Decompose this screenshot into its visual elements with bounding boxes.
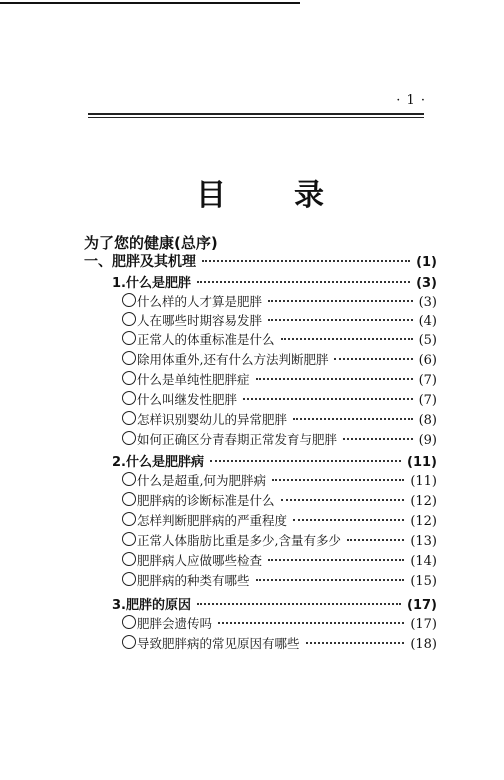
toc-item[interactable] xyxy=(122,370,437,392)
toc-page: (9) xyxy=(418,433,437,448)
circle-bullet-icon xyxy=(122,411,136,425)
dot-leader xyxy=(281,338,413,340)
toc-item[interactable] xyxy=(122,430,437,452)
toc-section[interactable] xyxy=(112,272,437,294)
toc-label: 人在哪些时期容易发胖 xyxy=(137,313,263,328)
toc-item[interactable] xyxy=(122,330,437,352)
circle-bullet-icon xyxy=(122,371,136,385)
dot-leader xyxy=(268,319,413,321)
toc-item[interactable] xyxy=(122,531,437,553)
toc-section[interactable] xyxy=(112,594,437,616)
circle-bullet-icon xyxy=(122,532,136,546)
toc-label: 为了您的健康(总序) xyxy=(84,234,218,252)
toc-item[interactable] xyxy=(122,614,437,636)
circle-bullet-icon xyxy=(122,512,136,526)
toc-item[interactable] xyxy=(122,410,437,432)
toc-page: (13) xyxy=(410,534,437,549)
toc-label: 肥胖病人应做哪些检查 xyxy=(137,553,263,568)
dot-leader xyxy=(218,622,404,624)
toc-page: (17) xyxy=(407,598,437,613)
circle-bullet-icon xyxy=(122,552,136,566)
circle-bullet-icon xyxy=(122,312,136,326)
circle-bullet-icon xyxy=(122,431,136,445)
toc-page: (3) xyxy=(418,295,437,310)
toc-item[interactable] xyxy=(122,571,437,593)
toc-page: (12) xyxy=(410,494,437,509)
toc-page: (8) xyxy=(418,413,437,428)
toc-page: (3) xyxy=(416,276,437,291)
toc-part[interactable] xyxy=(84,251,437,273)
circle-bullet-icon xyxy=(122,572,136,586)
toc-page: (14) xyxy=(410,554,437,569)
title-char-2: 录 xyxy=(294,178,324,213)
toc-label: 什么是超重,何为肥胖病 xyxy=(137,473,266,488)
dot-leader xyxy=(243,398,413,400)
circle-bullet-icon xyxy=(122,293,136,307)
toc-label: 1.什么是肥胖 xyxy=(112,276,191,291)
toc-label: 什么叫继发性肥胖 xyxy=(137,392,238,407)
dot-leader xyxy=(268,559,404,561)
dot-leader xyxy=(197,603,401,605)
dot-leader xyxy=(256,378,413,380)
dot-leader xyxy=(202,260,410,262)
toc-label: 正常人的体重标准是什么 xyxy=(137,332,275,347)
circle-bullet-icon xyxy=(122,351,136,365)
toc-label: 肥胖病的诊断标准是什么 xyxy=(137,493,275,508)
toc-label: 什么样的人才算是肥胖 xyxy=(137,294,263,309)
dot-leader xyxy=(293,418,413,420)
toc-label: 正常人体脂肪比重是多少,含量有多少 xyxy=(137,533,341,548)
dot-leader xyxy=(268,300,413,302)
toc-label: 导致肥胖病的常见原因有哪些 xyxy=(137,636,300,651)
toc-label: 一、肥胖及其机理 xyxy=(84,254,196,270)
toc-item[interactable] xyxy=(122,471,437,493)
dot-leader xyxy=(306,642,405,644)
toc-label: 2.什么是肥胖病 xyxy=(112,455,204,470)
circle-bullet-icon xyxy=(122,615,136,629)
toc-page: (6) xyxy=(418,353,437,368)
toc-page: (7) xyxy=(418,393,437,408)
toc-label: 3.肥胖的原因 xyxy=(112,598,191,613)
toc-label: 除用体重外,还有什么方法判断肥胖 xyxy=(137,352,329,367)
toc-page: (12) xyxy=(410,514,437,529)
toc-label: 怎样识别婴幼儿的异常肥胖 xyxy=(137,412,288,427)
toc-page: (11) xyxy=(407,455,437,470)
toc-label: 怎样判断肥胖病的严重程度 xyxy=(137,513,288,528)
circle-bullet-icon xyxy=(122,635,136,649)
dot-leader xyxy=(281,499,405,501)
toc-item[interactable] xyxy=(122,491,437,513)
toc-item[interactable] xyxy=(122,390,437,412)
dot-leader xyxy=(210,460,401,462)
dot-leader xyxy=(272,479,404,481)
toc-page: (7) xyxy=(418,373,437,388)
dot-leader xyxy=(256,579,405,581)
toc-item[interactable] xyxy=(122,551,437,573)
toc-page: (4) xyxy=(418,314,437,329)
toc-page: (15) xyxy=(410,574,437,589)
circle-bullet-icon xyxy=(122,331,136,345)
title-char-1: 目 xyxy=(196,178,226,213)
toc-item[interactable] xyxy=(122,634,437,656)
toc-label: 如何正确区分青春期正常发育与肥胖 xyxy=(137,432,338,447)
page-number: · 1 · xyxy=(396,93,426,108)
toc-label: 肥胖会遗传吗 xyxy=(137,616,213,631)
dot-leader xyxy=(197,281,410,283)
toc-section[interactable] xyxy=(112,451,437,473)
dot-leader xyxy=(347,539,404,541)
toc-item[interactable] xyxy=(122,511,437,533)
dot-leader xyxy=(343,438,413,440)
toc-item[interactable] xyxy=(122,350,437,372)
toc-label: 肥胖病的种类有哪些 xyxy=(137,573,250,588)
circle-bullet-icon xyxy=(122,492,136,506)
toc-page: (18) xyxy=(410,637,437,652)
toc-label: 什么是单纯性肥胖症 xyxy=(137,372,250,387)
dot-leader xyxy=(293,519,404,521)
circle-bullet-icon xyxy=(122,391,136,405)
toc-page: (5) xyxy=(418,333,437,348)
toc-page: (11) xyxy=(410,474,437,489)
toc-page: (1) xyxy=(416,255,437,270)
dot-leader xyxy=(334,358,412,360)
toc-page: (17) xyxy=(410,617,437,632)
circle-bullet-icon xyxy=(122,472,136,486)
